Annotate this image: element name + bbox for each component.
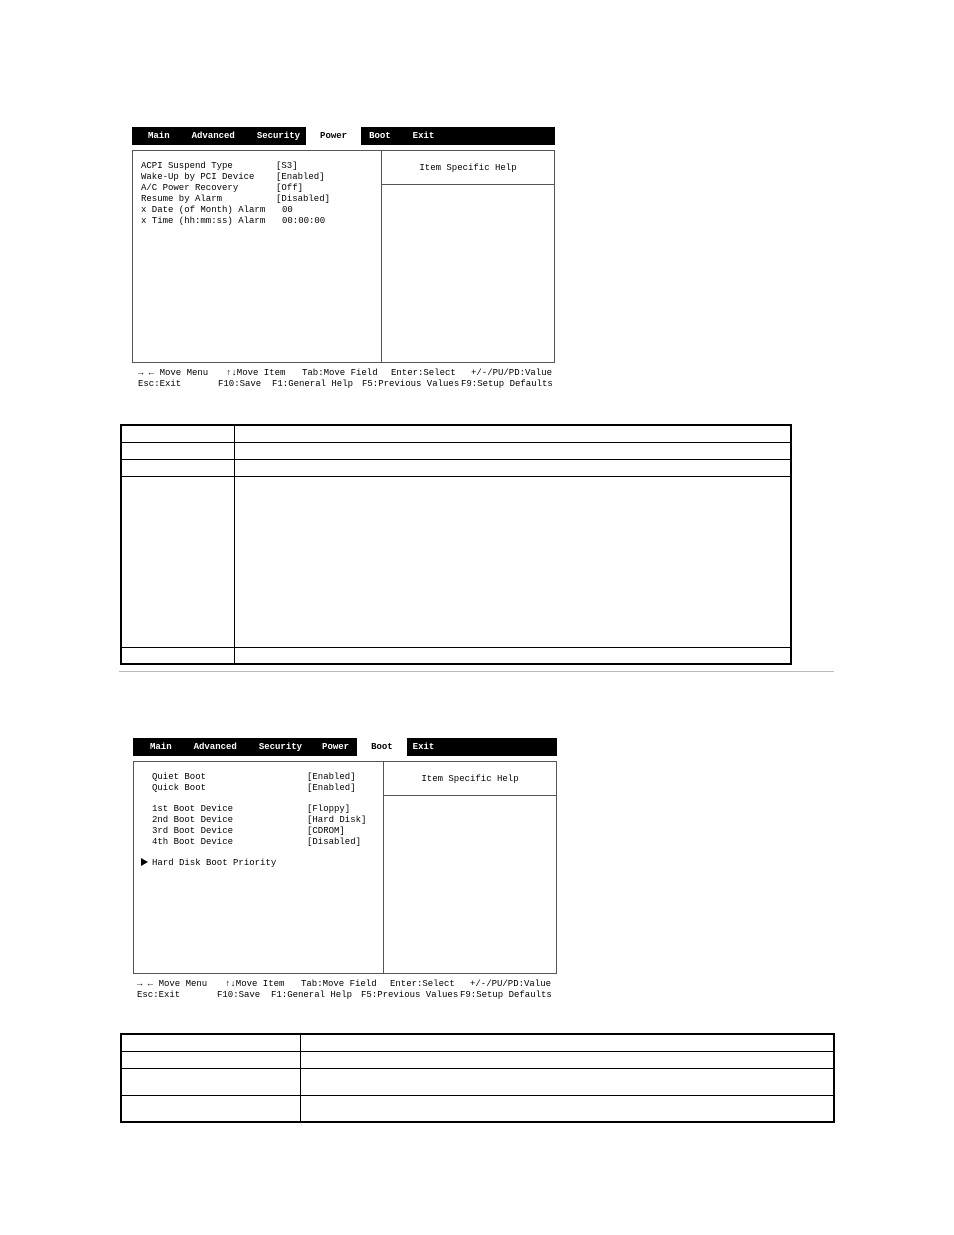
key-setup-defaults: F9:Setup Defaults — [460, 990, 552, 1000]
menu-security[interactable]: Security — [256, 131, 301, 141]
setting-value[interactable]: [Hard Disk] — [307, 815, 367, 825]
key-move-menu: → ← Move Menu — [137, 979, 208, 989]
menu-main[interactable]: Main — [148, 131, 170, 141]
power-menu-bar — [132, 127, 555, 145]
setting-value[interactable]: [Enabled] — [276, 172, 325, 182]
table-row — [121, 1051, 834, 1068]
menu-main[interactable]: Main — [150, 742, 172, 752]
menu-exit[interactable]: Exit — [412, 131, 435, 141]
boot-settings-pane — [134, 762, 383, 973]
boot-menu-bar — [133, 738, 557, 756]
setting-value[interactable]: [Disabled] — [276, 194, 331, 204]
key-value: +/-/PU/PD:Value — [470, 979, 552, 989]
key-setup-defaults: F9:Setup Defaults — [461, 379, 553, 389]
menu-advanced[interactable]: Advanced — [193, 742, 237, 752]
key-save: F10:Save — [217, 990, 261, 1000]
table-row — [121, 459, 791, 476]
table-row — [121, 1068, 834, 1095]
key-save: F10:Save — [218, 379, 262, 389]
help-title: Item Specific Help — [382, 151, 554, 185]
setting-value[interactable]: [Enabled] — [307, 772, 356, 782]
menu-boot[interactable]: Boot — [369, 131, 391, 141]
setting-value[interactable]: [Enabled] — [307, 783, 356, 793]
setting-label: A/C Power Recovery — [141, 183, 239, 193]
setting-value[interactable]: [Disabled] — [307, 837, 362, 847]
key-previous-values: F5:Previous Values — [361, 990, 459, 1000]
setting-label: 1st Boot Device — [152, 804, 234, 814]
table-row — [121, 1034, 834, 1051]
setting-label: ACPI Suspend Type — [141, 161, 233, 171]
setting-value[interactable]: [S3] — [276, 161, 298, 171]
key-previous-values: F5:Previous Values — [362, 379, 460, 389]
setting-label: 3rd Boot Device — [152, 826, 234, 836]
table-row — [121, 442, 791, 459]
key-select: Enter:Select — [390, 979, 455, 989]
setting-value[interactable]: [Off] — [276, 183, 304, 193]
power-help-pane — [381, 151, 554, 362]
table-row — [121, 1095, 834, 1122]
key-general-help: F1:General Help — [272, 379, 354, 389]
key-move-menu: → ← Move Menu — [138, 368, 209, 378]
setting-label: Quiet Boot — [152, 772, 207, 782]
menu-power[interactable]: Power — [322, 742, 350, 752]
menu-exit[interactable]: Exit — [412, 742, 435, 752]
boot-options-table — [120, 1033, 835, 1123]
menu-advanced[interactable]: Advanced — [191, 131, 235, 141]
setting-label: Wake-Up by PCI Device — [141, 172, 255, 182]
setting-label: 4th Boot Device — [152, 837, 234, 847]
help-title: Item Specific Help — [384, 762, 556, 796]
table-row — [121, 648, 791, 664]
boot-help-pane — [383, 762, 556, 973]
setting-label: Resume by Alarm — [141, 194, 223, 204]
power-bios-screen — [132, 127, 555, 392]
power-options-table — [120, 424, 792, 665]
power-key-legend — [138, 368, 558, 392]
table-row — [121, 476, 791, 647]
menu-boot[interactable]: Boot — [357, 738, 407, 756]
key-exit: Esc:Exit — [138, 379, 182, 389]
menu-security[interactable]: Security — [258, 742, 303, 752]
power-settings-pane — [133, 151, 381, 362]
setting-label: 2nd Boot Device — [152, 815, 234, 825]
setting-label: x Date (of Month) Alarm — [141, 205, 266, 215]
submenu-label: Hard Disk Boot Priority — [152, 858, 277, 868]
submenu-hard-disk-boot-priority[interactable] — [141, 858, 276, 868]
section-divider — [119, 671, 834, 672]
submenu-arrow-icon — [141, 858, 148, 866]
key-general-help: F1:General Help — [271, 990, 353, 1000]
key-exit: Esc:Exit — [137, 990, 181, 1000]
table-row — [121, 425, 791, 442]
boot-key-legend — [137, 979, 557, 1003]
power-settings-frame — [132, 150, 555, 363]
setting-value[interactable]: [Floppy] — [307, 804, 351, 814]
key-move-field: Tab:Move Field — [301, 979, 377, 989]
setting-value: 00 — [282, 205, 293, 215]
key-move-item: ↑↓Move Item — [226, 368, 286, 378]
boot-settings-frame — [133, 761, 557, 974]
boot-bios-screen — [133, 738, 557, 1003]
setting-label: Quick Boot — [152, 783, 207, 793]
key-move-item: ↑↓Move Item — [225, 979, 285, 989]
setting-label: x Time (hh:mm:ss) Alarm — [141, 216, 266, 226]
setting-value[interactable]: [CDROM] — [307, 826, 345, 836]
setting-value: 00:00:00 — [282, 216, 326, 226]
key-value: +/-/PU/PD:Value — [471, 368, 553, 378]
key-move-field: Tab:Move Field — [302, 368, 378, 378]
menu-power[interactable]: Power — [306, 127, 361, 145]
key-select: Enter:Select — [391, 368, 456, 378]
